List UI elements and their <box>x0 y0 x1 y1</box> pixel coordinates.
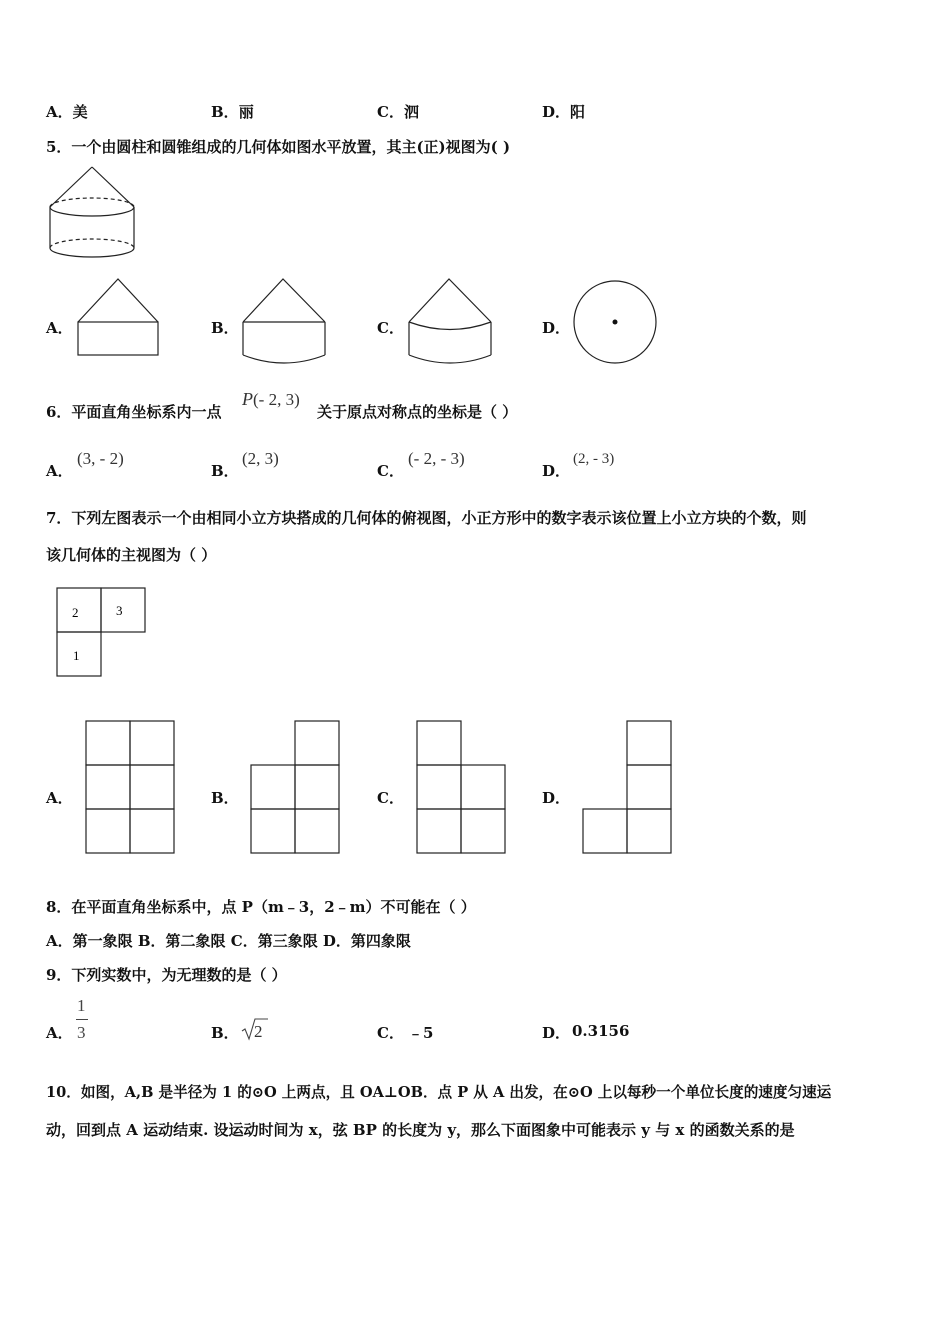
sqrt-radicand: 2 <box>254 1022 263 1041</box>
cone-left-edge <box>50 167 92 207</box>
q6-option-a-value: (3, - 2) <box>77 449 124 468</box>
fraction-numerator: 1 <box>77 996 86 1015</box>
q9-option-c-label[interactable]: C． <box>377 1024 404 1042</box>
cylinder-top-back <box>50 198 134 207</box>
cylinder-bottom-front <box>50 248 134 257</box>
q9-stem: 9．下列实数中，为无理数的是（ ） <box>46 966 287 984</box>
q7-stem-line2: 该几何体的主视图为（ ） <box>46 546 217 564</box>
q5-option-d-label[interactable]: D． <box>542 319 571 337</box>
q6-option-c-label[interactable]: C． <box>377 462 404 480</box>
q6-option-d-value: (2, - 3) <box>573 451 615 467</box>
q6-stem-after: 关于原点对称点的坐标是（ ） <box>317 403 518 421</box>
q9-option-c-value: ﹣5 <box>408 1024 434 1042</box>
q7-option-d-label[interactable]: D． <box>542 789 571 807</box>
q10-stem-line1: 10．如图，A,B 是半径为 1 的⊙O 上两点，且 OA⊥OB．点 P 从 A 出发，在⊙O 上以每秒一个单位长度的速度匀速运 <box>46 1084 832 1101</box>
q4-option-a[interactable]: A．美 <box>46 103 88 121</box>
q4-option-d[interactable]: D．阳 <box>542 103 586 121</box>
q6-option-a-label[interactable]: A． <box>46 462 73 480</box>
q4-option-c[interactable]: C．泗 <box>377 103 419 121</box>
grid-cell-top-left: 2 <box>72 605 79 620</box>
q7-option-c-label[interactable]: C． <box>377 789 404 807</box>
fraction-bar <box>76 1019 88 1020</box>
grid-cell-bottom-left: 1 <box>73 648 80 663</box>
q10-stem-line2: 动，回到点 A 运动结束. 设运动时间为 x，弦 BP 的长度为 y，那么下面图象中可能表示 y 与 x 的函数关系的是 <box>46 1121 795 1139</box>
q6-option-c-value: (- 2, - 3) <box>408 449 465 468</box>
q9-option-d-value: 0.3156 <box>572 1022 630 1040</box>
cylinder-top-front <box>50 207 134 216</box>
center-dot <box>613 320 618 325</box>
q6-point: P(- 2, 3) <box>242 389 300 409</box>
q5-option-b-label[interactable]: B． <box>211 319 239 337</box>
q8-stem: 8．在平面直角坐标系中，点 P（m﹣3，2﹣m）不可能在（ ） <box>46 898 476 916</box>
fraction-denominator: 3 <box>77 1023 86 1042</box>
q5-option-d-figure[interactable] <box>572 280 660 368</box>
q6-option-b-label[interactable]: B． <box>211 462 239 480</box>
q7-option-b-label[interactable]: B． <box>211 789 239 807</box>
q5-option-a-label[interactable]: A． <box>46 319 73 337</box>
cylinder-bottom-back <box>50 239 134 248</box>
q9-option-b-label[interactable]: B． <box>211 1024 239 1042</box>
q7-top-view-grid <box>56 587 148 679</box>
q9-option-d-label[interactable]: D． <box>542 1024 571 1042</box>
q7-option-a-figure[interactable] <box>85 720 177 856</box>
q6-option-d-label[interactable]: D． <box>542 462 571 480</box>
q9-option-a-label[interactable]: A． <box>46 1024 73 1042</box>
q5-option-b-figure[interactable] <box>241 277 329 367</box>
q4-option-b[interactable]: B．丽 <box>211 103 254 121</box>
q5-stem: 5．一个由圆柱和圆锥组成的几何体如图水平放置，其主(正)视图为( ) <box>46 138 511 156</box>
q6-option-b-value: (2, 3) <box>242 449 279 468</box>
q7-option-b-figure[interactable] <box>250 720 342 856</box>
q5-option-a-figure[interactable] <box>76 277 162 359</box>
cone-right-edge <box>92 167 134 207</box>
q5-option-c-label[interactable]: C． <box>377 319 404 337</box>
q6-stem-before: 6．平面直角坐标系内一点 <box>46 403 222 421</box>
q7-option-a-label[interactable]: A． <box>46 789 73 807</box>
q5-option-c-figure[interactable] <box>407 277 495 367</box>
q5-solid-figure <box>40 162 150 262</box>
q7-option-d-figure[interactable] <box>582 720 674 856</box>
q7-stem-line1: 7．下列左图表示一个由相同小立方块搭成的几何体的俯视图，小正方形中的数字表示该位置上小立方块的个数，则 <box>46 509 807 527</box>
grid-cell-top-right: 3 <box>116 603 123 618</box>
q8-options[interactable]: A．第一象限 B．第二象限 C．第三象限 D．第四象限 <box>46 932 411 950</box>
q7-option-c-figure[interactable] <box>416 720 508 856</box>
